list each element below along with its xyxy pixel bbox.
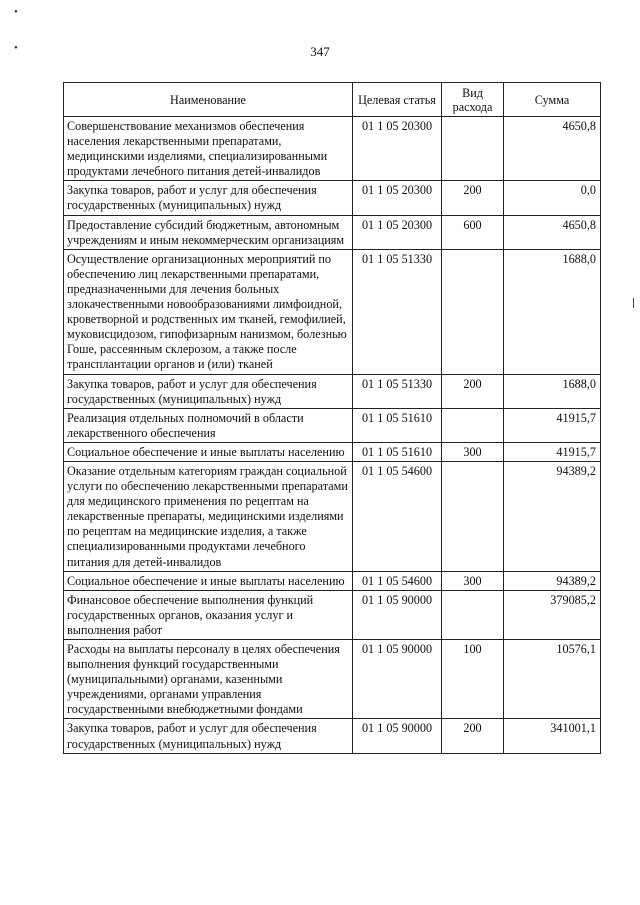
table-row	[64, 215, 601, 249]
row-code: 01 1 05 54600	[353, 461, 442, 571]
row-sum: 94389,2	[504, 461, 601, 571]
row-type	[442, 590, 504, 639]
header-sum: Сумма	[504, 83, 601, 117]
row-name: Закупка товаров, работ и услуг для обеспечения государственных (муниципальных) нужд	[64, 719, 353, 753]
table-row	[64, 442, 601, 461]
row-type	[442, 117, 504, 181]
row-type: 600	[442, 215, 504, 249]
row-name: Оказание отдельным категориям граждан социальной услуги по обеспечению лекарственными препаратами для медицинского применения по рецептам на лекарственные препараты, медицинскими изделиями по рецептам на медицинские изделия, а также специализированными продуктами лечебного питания для детей-инвалидов	[64, 461, 353, 571]
row-name: Закупка товаров, работ и услуг для обеспечения государственных (муниципальных) нужд	[64, 374, 353, 408]
table-row	[64, 640, 601, 719]
row-sum: 94389,2	[504, 571, 601, 590]
row-code: 01 1 05 90000	[353, 719, 442, 753]
row-type: 200	[442, 374, 504, 408]
header-name: Наименование	[64, 83, 353, 117]
row-name: Социальное обеспечение и иные выплаты населению	[64, 571, 353, 590]
row-code: 01 1 05 51610	[353, 442, 442, 461]
table-row	[64, 571, 601, 590]
page-number: 347	[310, 44, 330, 59]
row-type: 100	[442, 640, 504, 719]
table-row	[64, 461, 601, 571]
row-code: 01 1 05 90000	[353, 640, 442, 719]
table-row	[64, 249, 601, 374]
row-type	[442, 461, 504, 571]
row-name: Расходы на выплаты персоналу в целях обеспечения выполнения функций государственными (муниципальными) органами, казенными учреждениями, органами управления государственными внебюджетными фондами	[64, 640, 353, 719]
row-code: 01 1 05 90000	[353, 590, 442, 639]
row-code: 01 1 05 51330	[353, 374, 442, 408]
row-sum: 379085,2	[504, 590, 601, 639]
row-sum: 0,0	[504, 181, 601, 215]
row-code: 01 1 05 54600	[353, 571, 442, 590]
row-name: Совершенствование механизмов обеспечения населения лекарственными препаратами, медицинскими изделиями, специализированными продуктами лечебного питания детей-инвалидов	[64, 117, 353, 181]
budget-table	[63, 82, 601, 754]
row-sum: 4650,8	[504, 117, 601, 181]
row-type: 300	[442, 571, 504, 590]
row-type: 200	[442, 719, 504, 753]
table-row	[64, 408, 601, 442]
table-row	[64, 181, 601, 215]
row-name: Реализация отдельных полномочий в области лекарственного обеспечения	[64, 408, 353, 442]
scan-mark-top: •	[14, 6, 18, 18]
table-row	[64, 719, 601, 753]
row-sum: 41915,7	[504, 408, 601, 442]
row-type	[442, 408, 504, 442]
row-name: Социальное обеспечение и иные выплаты населению	[64, 442, 353, 461]
row-name: Закупка товаров, работ и услуг для обеспечения государственных (муниципальных) нужд	[64, 181, 353, 215]
row-name: Осуществление организационных мероприятий по обеспечению лиц лекарственными препаратами, предназначенными для лечения больных злокачественными новообразованиями лимфоидной, кроветворной и родственных им тканей, гемофилией, муковисцидозом, гипофизарным нанизмом, болезнью Гоше, рассеянным склерозом, а также после трансплантации органов и (или) тканей	[64, 249, 353, 374]
table-row	[64, 590, 601, 639]
row-sum: 341001,1	[504, 719, 601, 753]
header-type: Вид расхода	[442, 83, 504, 117]
table-body	[64, 117, 601, 754]
row-code: 01 1 05 51330	[353, 249, 442, 374]
row-sum: 1688,0	[504, 374, 601, 408]
row-code: 01 1 05 51610	[353, 408, 442, 442]
row-type: 200	[442, 181, 504, 215]
row-name: Финансовое обеспечение выполнения функций государственных органов, оказания услуг и выполнения работ	[64, 590, 353, 639]
scan-edge-mark	[633, 298, 634, 308]
row-sum: 4650,8	[504, 215, 601, 249]
row-code: 01 1 05 20300	[353, 117, 442, 181]
row-name: Предоставление субсидий бюджетным, автономным учреждениям и иным некоммерческим организациям	[64, 215, 353, 249]
row-sum: 1688,0	[504, 249, 601, 374]
scan-mark-middle: •	[14, 42, 18, 54]
table-header-row	[64, 83, 601, 117]
row-code: 01 1 05 20300	[353, 181, 442, 215]
row-sum: 10576,1	[504, 640, 601, 719]
row-type	[442, 249, 504, 374]
row-type: 300	[442, 442, 504, 461]
row-sum: 41915,7	[504, 442, 601, 461]
row-code: 01 1 05 20300	[353, 215, 442, 249]
header-code: Целевая статья	[353, 83, 442, 117]
table-row	[64, 374, 601, 408]
table-row	[64, 117, 601, 181]
